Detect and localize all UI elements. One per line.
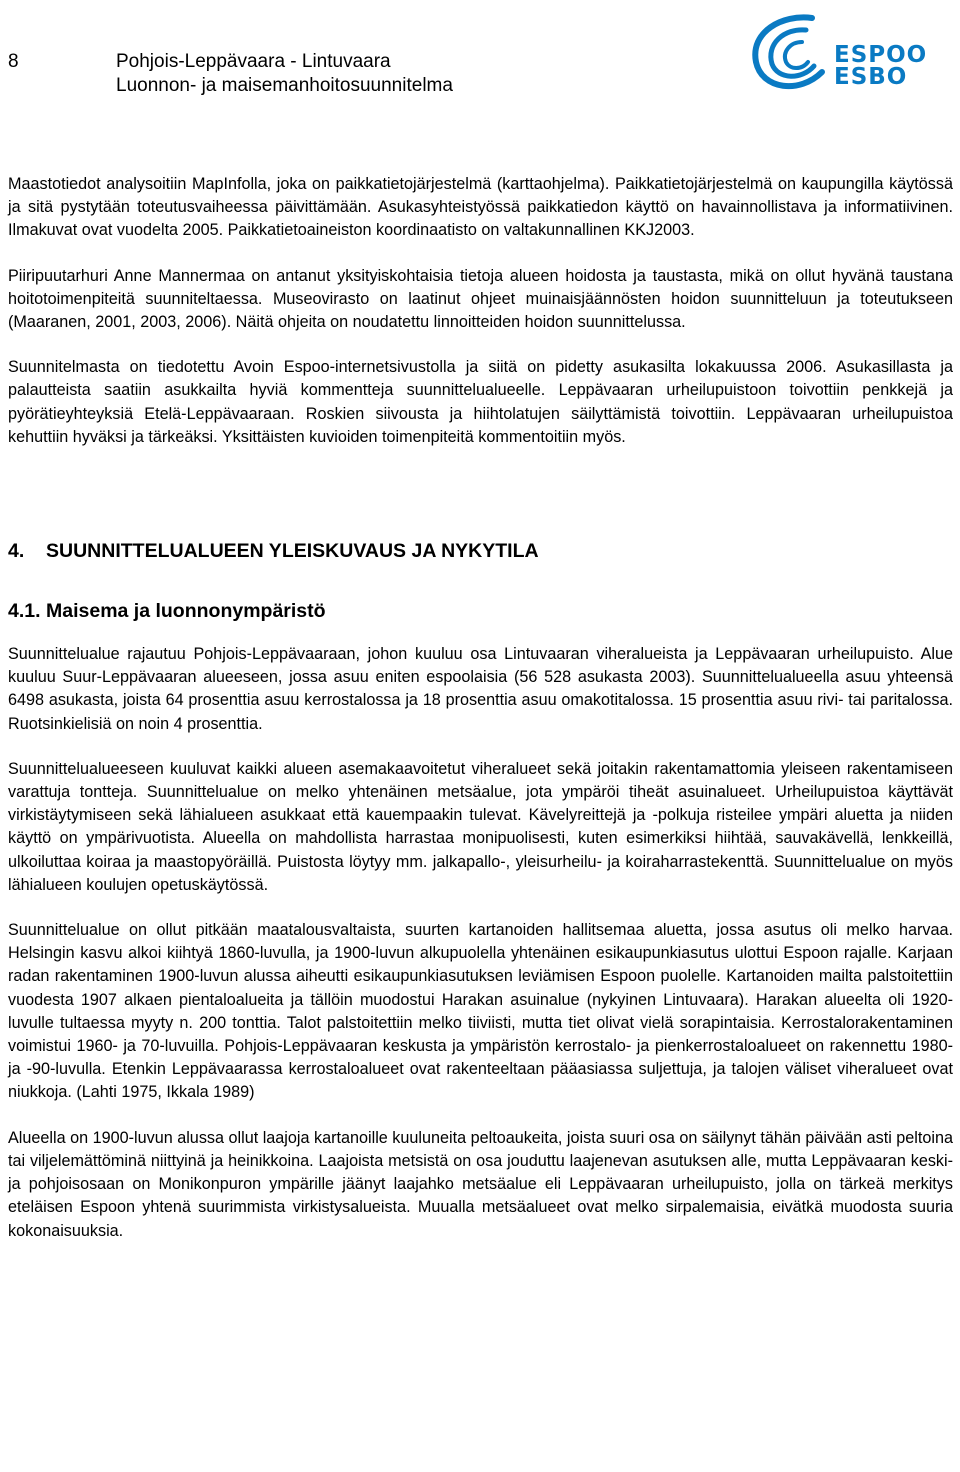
subsection-heading [8, 599, 953, 623]
section-number: 4. [8, 540, 25, 563]
document-body [8, 173, 953, 1243]
paragraph-data-sources: Maastotiedot analysoitiin MapInfolla, joka on paikkatietojärjestelmä (karttaohjelma). Paikkatietojärjestelmä on kaupungilla käytössä ja sitä pystytään toteutusvaiheessa päivittämään. Asukasyhteistyössä paikkatiedon käyttö on havainnollistava ja informatiivinen. Ilmakuvat ovat vuodelta 2005. Paikkatietoaineiston koordinaatisto on valtakunnallinen KKJ2003. [8, 175, 953, 240]
paragraph-history: Suunnittelualue on ollut pitkään maatalousvaltaista, suurten kartanoiden hallitsemaa aluetta, jossa asutus oli melko harvaa. Helsingin kasvu alkoi kiihtyä 1860-luvulla, ja 1900-luvun alkupuolella yhtenäinen esikaupunkiasutus ulottui Espoon rajalle. Karjaan radan rakentaminen 1900-luvun alussa aiheutti esikaupunkiasutuksen leviämisen Espoon puolelle. Kartanoiden mailta palstoitettiin vuodesta 1907 alkaen pientaloalueita ja tällöin muodostui Harakan asuinalue (nykyinen Lintuvaara). Harakan alueelta oli 1920-luvulle tultaessa myyty n. 200 tonttia. Talot palstoitettiin melko tiiviisti, mutta tiet olivat vielä sorapintaisia. Kerrostalorakentaminen voimistui 1960- ja 70-luvuilla. Pohjois-Leppävaaran keskusta ja ympäristön kerrostalo- ja pienkerrostaloalueet on rakennettu 1980- ja -90-luvulla. Etenkin Leppävaarassa kerrostaloalueet ovat rakenteeltaan pääasiassa suljettuja, ja talojen väliset viheralueet ovat niukkoja. (Lahti 1975, Ikkala 1989) [8, 921, 953, 1102]
page-header [0, 0, 960, 110]
document-title-line1: Pohjois-Leppävaara - Lintuvaara [116, 51, 391, 72]
espoo-logo-wordmark [834, 44, 927, 88]
paragraph-resident-feedback: Suunnitelmasta on tiedotettu Avoin Espoo-internetsivustolla ja siitä on pidetty asukasilta lokakuussa 2006. Asukasillasta ja palautteista saatiin asukkailta hyviä kommentteja suunnittelualueelle. Leppävaaran urheilupuistoon toivottiin penkkejä ja pyörätieyhteyksiä Etelä-Leppävaaraan. Roskien siivousta ja hiihtolatujen säilyttämistä toivottiin. Leppävaaran urheilupuistoa kehuttiin hyväksi ja tärkeäksi. Yksittäisten kuvioiden toimenpiteitä kommentoitiin myös. [8, 358, 953, 446]
paragraph-area-usage: Suunnittelualueeseen kuuluvat kaikki alueen asemakaavoitetut viheralueet sekä joitakin rakentamattomia yleiseen rakentamiseen varattuja tontteja. Suunnittelualue on melko yhtenäinen metsäalue, jota ympäröi tiheät asuinalueet. Urheilupuistoa käyttävät virkistäytymiseen sekä lähialueen asukkaat että kauempaakin tulevat. Kävelyreittejä ja -polkuja risteilee ympäri aluetta ja niiden käyttö on ympärivuotista. Alueella on mahdollista harrastaa monipuolisesti, kuten esimerkiksi hiihtää, sauvakävellä, lenkkeillä, ulkoiluttaa koiraa ja maastopyöräillä. Puistosta löytyy mm. jalkapallo-, yleisurheilu- ja koiraharrastekenttä. Suunnittelualue on myös lähialueen koulujen opetuskäytössä. [8, 759, 953, 894]
page-number: 8 [8, 51, 19, 72]
paragraph-landscape: Alueella on 1900-luvun alussa ollut laajoja kartanoille kuuluneita peltoaukeita, joista suuri osa on säilynyt tähän päivään asti peltoina tai viljelemättöminä niittyinä ja heinikkoina. Laajoista metsistä on osa jouduttu laajenevan asutuksen alle, mutta Leppävaaran keski- ja pohjoisosaan on Monikonpuron ympärille jäänyt laajahko metsäalue eli Leppävaaran urheilupuisto, jolla on tärkeä merkitys eteläisen Espoon yhtenä suurimmista virkistysalueista. Muualla metsäalueet ovat melko sirpalemaisia, eivätkä muodosta suuria kokonaisuuksia. [8, 1128, 953, 1240]
espoo-logo [742, 10, 928, 100]
espoo-logo-mark-icon [742, 10, 842, 100]
subsection-number: 4.1. [8, 600, 41, 623]
section-title: SUUNNITTELUALUEEN YLEISKUVAUS JA NYKYTILA [46, 540, 539, 563]
section-heading [8, 539, 953, 563]
subsection-title: Maisema ja luonnonympäristö [46, 600, 326, 623]
logo-line-esbo: ESBO [834, 64, 908, 90]
paragraph-area-overview: Suunnittelualue rajautuu Pohjois-Leppävaaraan, johon kuuluu osa Lintuvaaran viheralueista ja Leppävaaran urheilupuisto. Alue kuuluu Suur-Leppävaaran alueeseen, jossa asuu eniten espoolaisia (56 528 asukasta 2003). Suunnittelualueella asuu yhteensä 6498 asukasta, joista 64 prosenttia asuu kerrostalossa ja 18 prosenttia asuu omakotitalossa. 15 prosenttia asuu rivi- tai paritalossa. Ruotsinkielisiä on noin 4 prosenttia. [8, 645, 953, 733]
document-title-line2: Luonnon- ja maisemanhoitosuunnitelma [116, 75, 453, 96]
paragraph-background-info: Piiripuutarhuri Anne Mannermaa on antanut yksityiskohtaisia tietoja alueen hoidosta ja taustasta, mikä on ollut hyvänä taustana hoitotoimenpiteitä suunniteltaessa. Museovirasto on laatinut ohjeet muinaisjäännösten hoidon suunnitteluun ja toteutukseen (Maaranen, 2001, 2003, 2006). Näitä ohjeita on noudatettu linnoitteiden hoidon suunnittelussa. [8, 266, 953, 332]
logo-line-espoo: ESPOO [834, 42, 928, 68]
document-title [116, 50, 453, 98]
